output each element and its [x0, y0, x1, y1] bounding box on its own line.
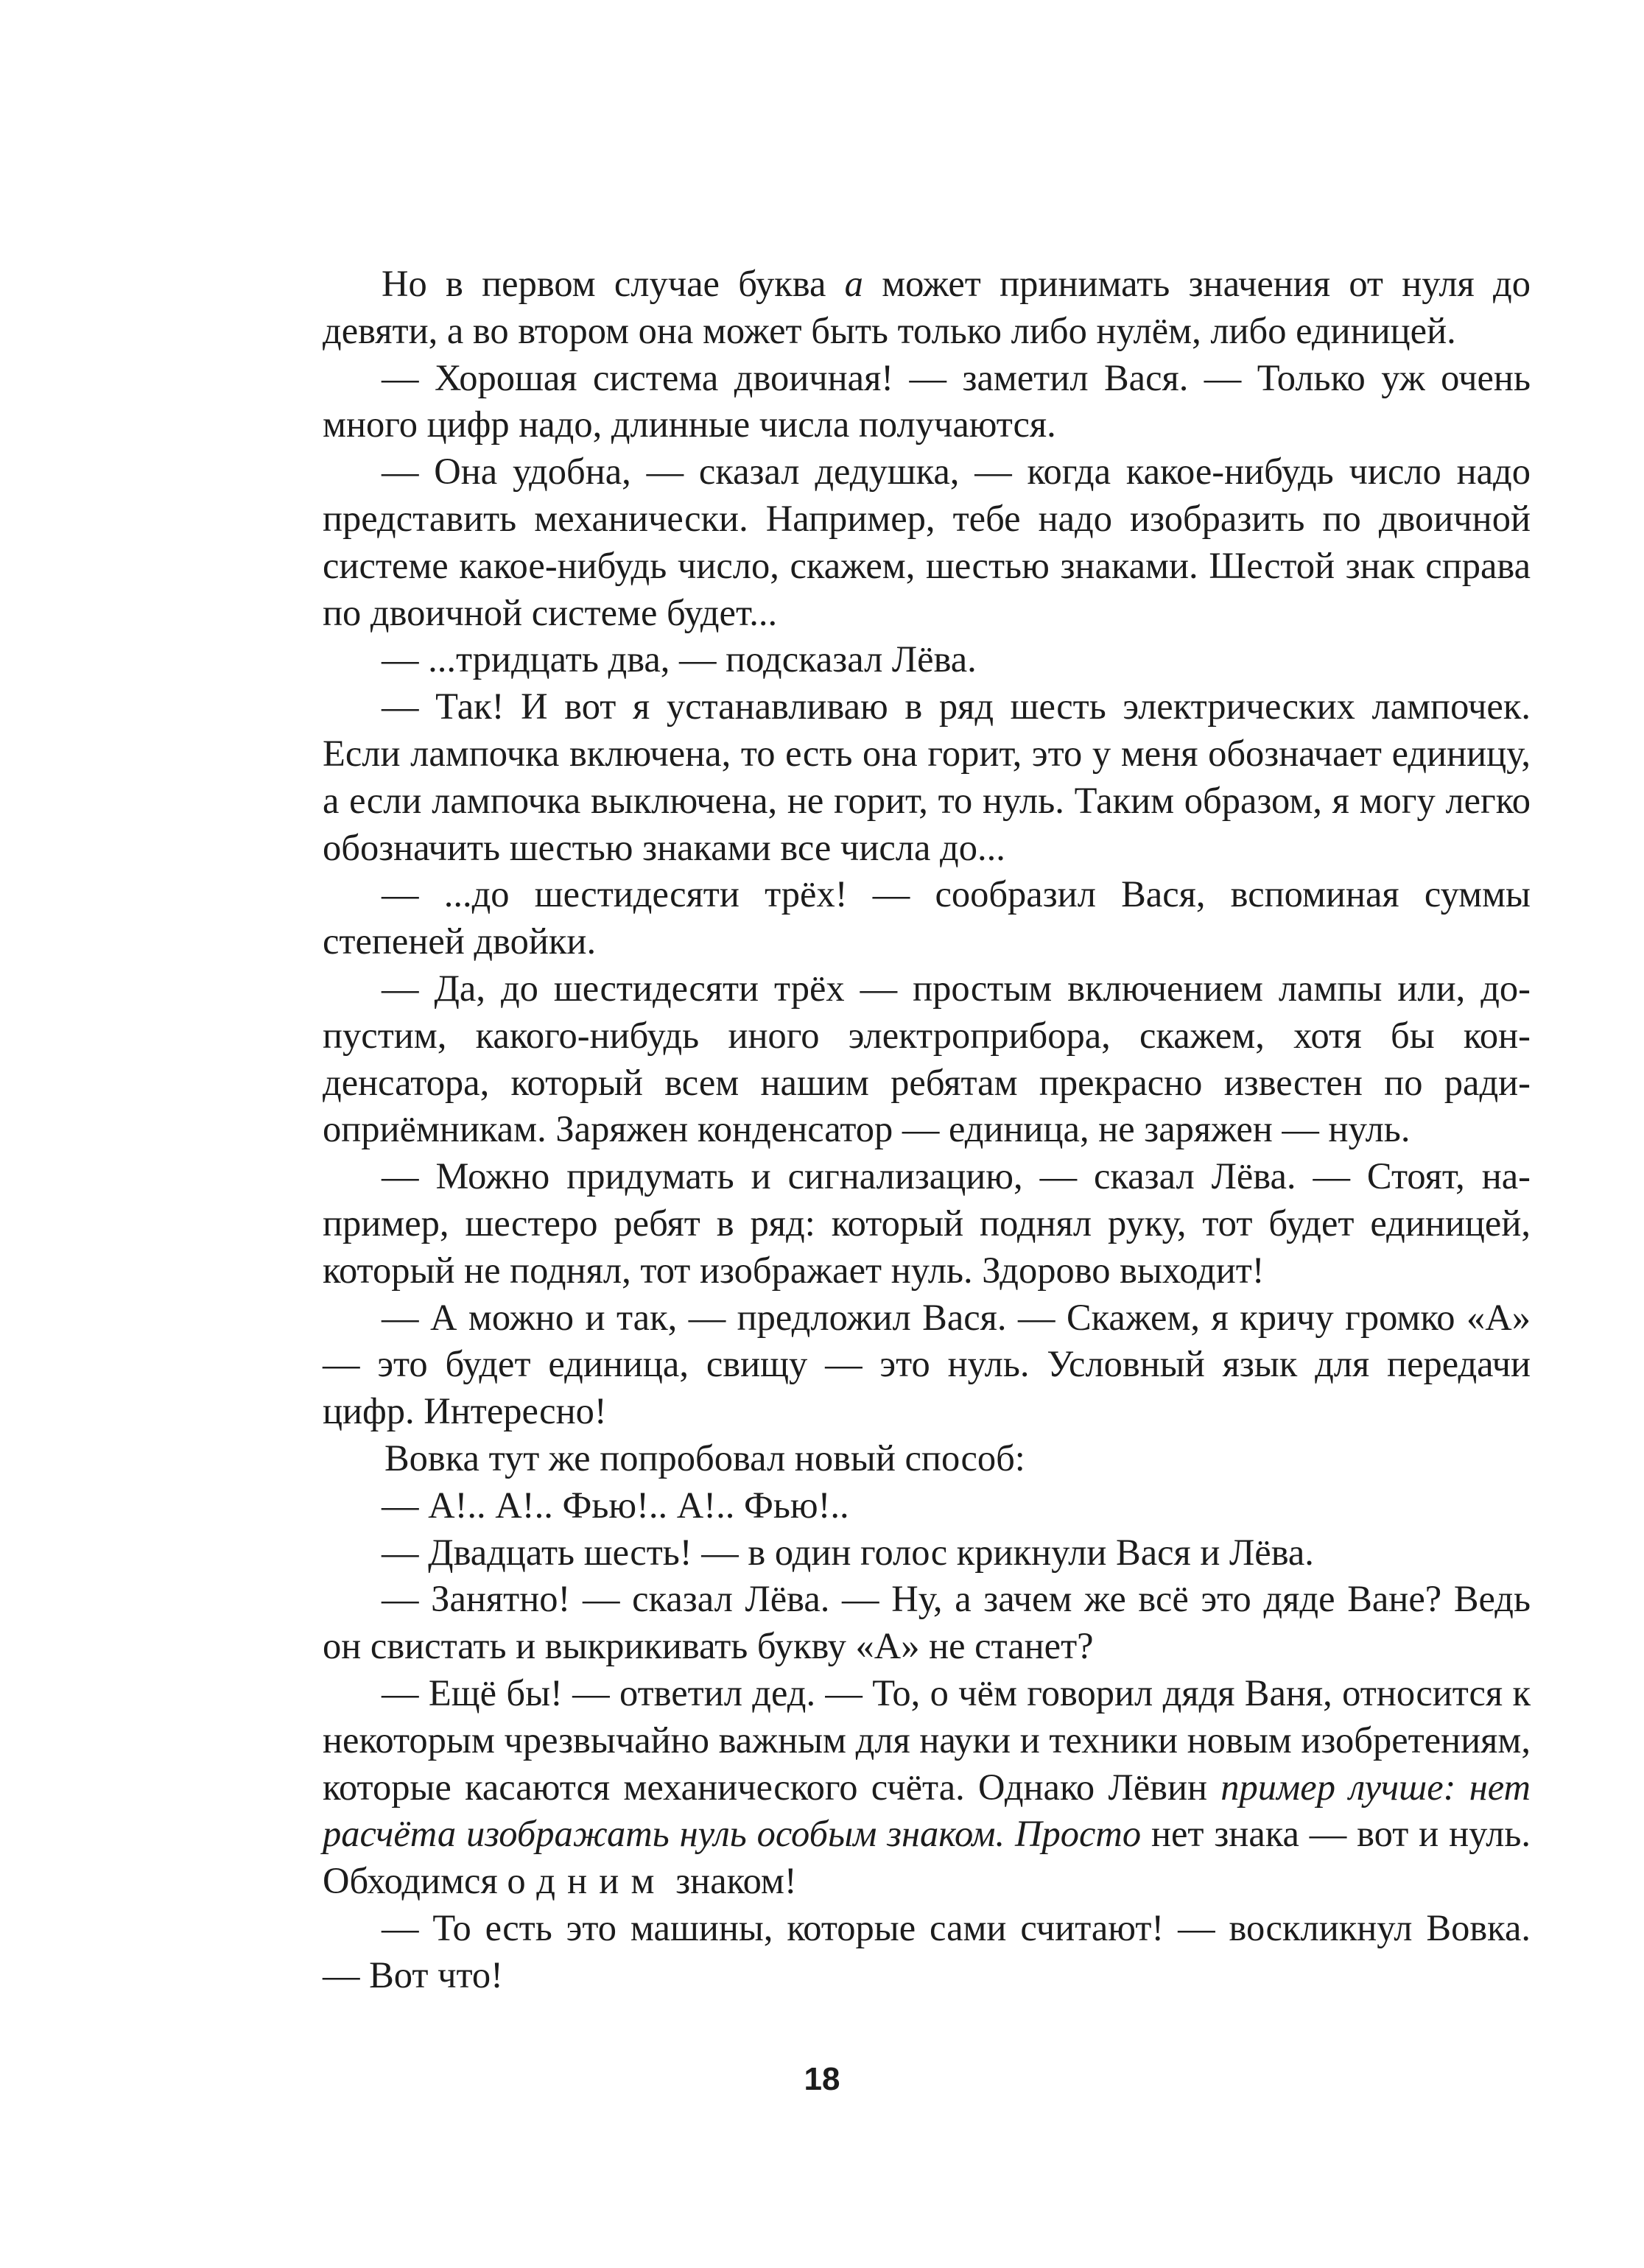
- paragraph: — А!.. А!.. Фью!.. А!.. Фью!..: [382, 1484, 849, 1526]
- paragraph: [323, 261, 1531, 355]
- paragraph: — Да, до шестидесяти трёх — простым включением лампы или, допустим, какого-нибудь иного электроприбора, скажем, хотя бы конденсатора, который всем нашим ребятам прекрасно известен по радиоприёмникам. Заряжен конденсатор — единица, не заряжен — нуль.: [323, 967, 1531, 1150]
- paragraph: — Занятно! — сказал Лёва. — Ну, а зачем же всё это дяде Ване? Ведь он свистать и выкрикивать букву «А» не станет?: [323, 1578, 1531, 1667]
- paragraph-text: нет знака — вот и нуль. Обходимся: [323, 1813, 1531, 1902]
- paragraph: — Она удобна, — сказал дедушка, — когда какое-нибудь число надо представить механически. Например, тебе надо изобразить по двоичной системе какое-нибудь число, скажем, шестью знаками. Шестой знак справа по двоичной системе будет...: [323, 451, 1531, 633]
- paragraph: — Хорошая система двоичная! — заметил Вася. — Только уж очень много цифр надо, длинные числа получаются.: [323, 356, 1531, 446]
- paragraph: — То есть это машины, которые сами считают! — воскликнул Вовка. — Вот что!: [323, 1906, 1531, 1996]
- paragraph: Вовка тут же попробовал новый способ:: [384, 1437, 1025, 1479]
- paragraph-text: Но в первом случае буква: [382, 263, 845, 304]
- paragraph-text: может принимать значения от нуля до девяти, а во втором она может быть только либо нулём, либо единицей.: [323, 263, 1531, 351]
- paragraph: — Двадцать шесть! — в один голос крикнули Вася и Лёва.: [382, 1531, 1314, 1573]
- paragraph: — Можно придумать и сигнализацию, — сказал Лёва. — Стоят, например, шестеро ребят в ряд: который поднял руку, тот будет единицей, который не поднял, тот изображает нуль. Здорово выходит!: [323, 1155, 1531, 1291]
- paragraph: [323, 1670, 1531, 1905]
- paragraph: — ...тридцать два, — подсказал Лёва.: [382, 638, 977, 680]
- italic-letter: а: [844, 263, 863, 304]
- body-text: [323, 261, 1531, 1998]
- paragraph: — А можно и так, — предложил Вася. — Скажем, я кричу громко «А» — это будет единица, свищу — это нуль. Условный язык для передачи цифр. Интересно!: [323, 1296, 1531, 1432]
- page-number: 18: [804, 2061, 840, 2097]
- paragraph: — ...до шестидесяти трёх! — сообразил Вася, вспоминая суммы степеней двойки.: [323, 873, 1531, 962]
- italic-phrase: пример лучше: нет расчёта изображать нуль особым знаком. Просто: [323, 1766, 1531, 1855]
- paragraph-text: знаком!: [666, 1860, 797, 1902]
- paragraph-text: — Ещё бы! — ответил дед. — То, о чём говорил дядя Ваня, относится к некоторым чрезвычайно важным для науки и техники новым изобретениям, которые касаются механического счёта. Однако Лёвин: [323, 1672, 1531, 1808]
- paragraph: — Так! И вот я устанавливаю в ряд шесть электрических лампочек. Если лампочка включена, то есть она горит, это у меня обозначает единицу, а если лампочка выключена, не горит, то нуль. Таким образом, я могу легко обозначить шестью знаками все числа до...: [323, 686, 1531, 868]
- letterspaced-word: одним: [507, 1860, 667, 1902]
